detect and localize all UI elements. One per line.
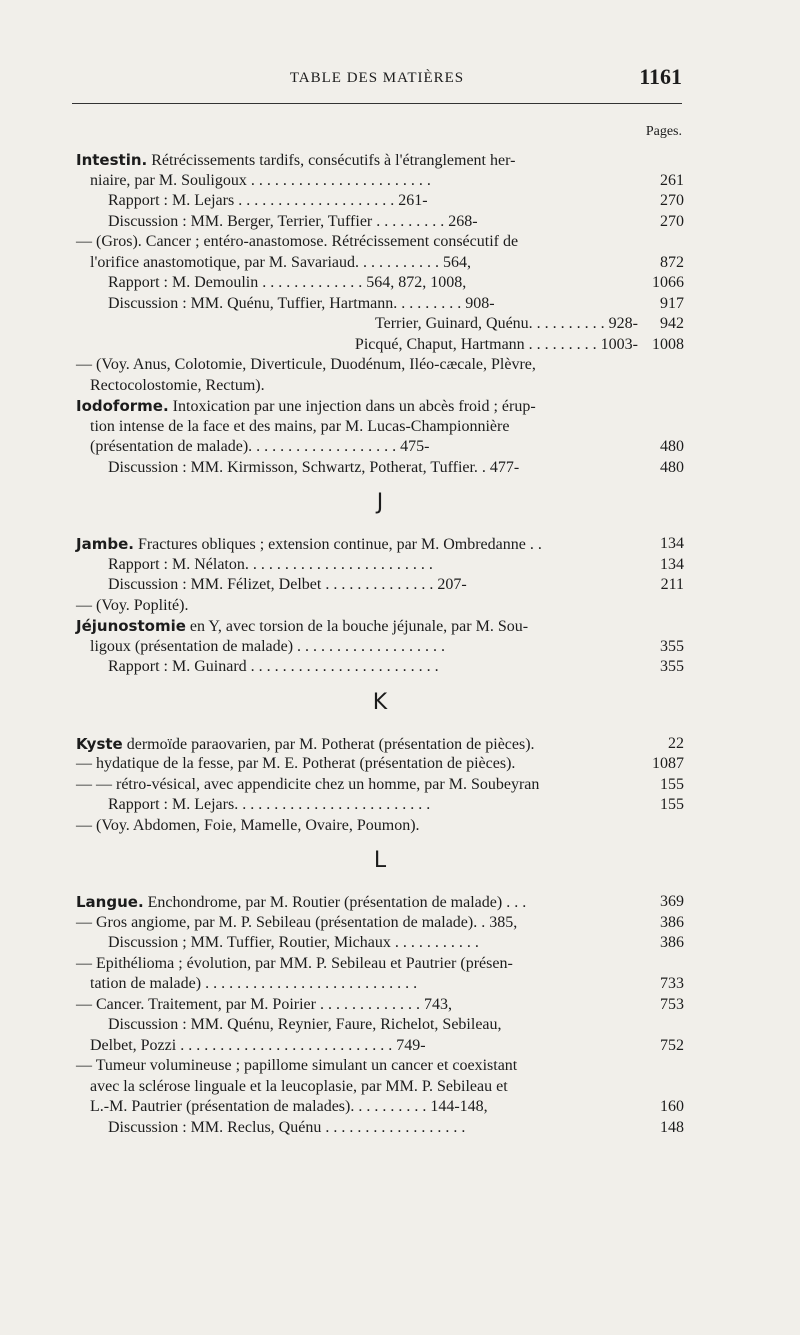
entry-headword: Jambe.: [76, 535, 134, 553]
index-entry: [76, 191, 684, 212]
index-entry: [76, 376, 684, 397]
section-letter-label: L: [373, 848, 387, 873]
entry-page-number: 261: [660, 171, 684, 189]
entry-text: [76, 616, 528, 638]
entry-body: en Y, avec torsion de la bouche jéjunale, par M. Sou-: [185, 618, 529, 635]
index-entry: [76, 1036, 684, 1057]
entry-body: — (Voy. Anus, Colotomie, Diverticule, Duodénum, Iléo-cæcale, Plèvre,: [76, 356, 536, 373]
index-entry: [76, 1056, 684, 1077]
index-entry: [76, 754, 684, 775]
entry-page-number: 155: [660, 775, 684, 793]
entry-headword: Langue.: [76, 893, 144, 911]
entry-text: [108, 1015, 502, 1036]
section-letter: [76, 836, 684, 892]
entry-headword: Intestin.: [76, 151, 148, 169]
entry-text: [108, 657, 439, 678]
entry-page-number: 1008: [652, 335, 684, 353]
index-entry: [76, 1077, 684, 1098]
entry-text: [76, 913, 517, 934]
index-entry: [76, 734, 684, 755]
index-entry: [76, 795, 684, 816]
entry-body: — Tumeur volumineuse ; papillome simulant un cancer et coexistant: [76, 1057, 518, 1074]
entry-text: [108, 294, 495, 315]
entry-text: [108, 212, 478, 233]
entry-text: [108, 933, 479, 954]
entry-text: [90, 417, 509, 438]
entry-text: [76, 734, 535, 756]
entry-text: [90, 637, 445, 658]
entry-body: ligoux (présentation de malade) . . . . . . . . . . . . . . . . . . .: [90, 637, 446, 655]
entry-body: Discussion : MM. Kirmisson, Schwartz, Potherat, Tuffier. . 477-: [108, 458, 520, 476]
entry-page-number: 211: [660, 576, 684, 593]
entry-page-number: 160: [660, 1098, 684, 1115]
entry-body: niaire, par M. Souligoux . . . . . . . . . . . . . . . . . . . . . . .: [90, 171, 431, 189]
index-entry: [76, 637, 684, 658]
entry-page-number: 752: [660, 1036, 684, 1054]
entry-body: Discussion : MM. Berger, Terrier, Tuffier . . . . . . . . . 268-: [108, 212, 478, 230]
entry-text: [90, 253, 471, 274]
entry-text: [355, 335, 638, 356]
entry-body: L.-M. Pautrier (présentation de malades). . . . . . . . . . 144-148,: [90, 1098, 488, 1115]
entry-body: Rapport : M. Demoulin . . . . . . . . . . . . . 564, 872, 1008,: [108, 274, 467, 291]
section-letter-label: J: [376, 490, 384, 515]
header-page-number: 1161: [639, 64, 682, 89]
entry-page-number: 270: [660, 212, 684, 230]
entry-page-number: 872: [660, 253, 684, 271]
entry-page-number: 355: [660, 658, 684, 675]
entry-body: Discussion : MM. Quénu, Tuffier, Hartmann. . . . . . . . . 908-: [108, 294, 495, 312]
entry-text: [108, 273, 466, 294]
entry-body: tation de malade) . . . . . . . . . . . . . . . . . . . . . . . . . . .: [90, 975, 418, 992]
entry-body: Rapport : M. Guinard . . . . . . . . . . . . . . . . . . . . . . . .: [108, 658, 439, 675]
entry-page-number: 480: [660, 438, 684, 455]
entry-body: (présentation de malade). . . . . . . . . . . . . . . . . . . 475-: [90, 438, 430, 455]
entry-text: [108, 795, 430, 816]
section-letter: [76, 678, 684, 734]
entry-body: Terrier, Guinard, Quénu. . . . . . . . . . 928-: [374, 315, 638, 332]
running-header: [72, 62, 682, 96]
header-title: TABLE DES MATIÈRES: [289, 70, 465, 86]
entry-body: Discussion : MM. Quénu, Reynier, Faure, Richelot, Sebileau,: [108, 1016, 502, 1033]
index-content: [76, 150, 684, 1138]
entry-text: [76, 534, 542, 556]
entry-text: [108, 1118, 465, 1139]
entry-body: — Epithélioma ; évolution, par MM. P. Sebileau et Pautrier (présen-: [76, 954, 513, 972]
entry-text: [375, 314, 638, 335]
entry-text: [76, 775, 539, 796]
entry-text: [76, 232, 518, 253]
entry-page-number: 1066: [652, 274, 684, 291]
entry-text: [90, 171, 431, 192]
index-entry: [76, 892, 684, 913]
entry-body: Rectocolostomie, Rectum).: [90, 376, 265, 394]
index-entry: [76, 1118, 684, 1139]
entry-text: [76, 995, 452, 1016]
entry-page-number: 22: [668, 734, 684, 752]
entry-text: [76, 596, 188, 617]
entry-body: Discussion ; MM. Tuffier, Routier, Michaux . . . . . . . . . . .: [108, 934, 479, 951]
entry-body: Intoxication par une injection dans un abcès froid ; érup-: [168, 398, 536, 415]
entry-body: tion intense de la face et des mains, par M. Lucas-Championnière: [90, 417, 510, 435]
entry-body: Rapport : M. Lejars . . . . . . . . . . . . . . . . . . . . 261-: [108, 192, 428, 209]
index-entry: [76, 995, 684, 1016]
entry-body: — — rétro-vésical, avec appendicite chez un homme, par M. Soubeyran: [76, 775, 540, 793]
entry-body: Fractures obliques ; extension continue, par M. Ombredanne . .: [133, 536, 542, 553]
index-entry: [76, 1015, 684, 1036]
entry-page-number: 917: [660, 294, 684, 312]
entry-headword: Iodoforme.: [76, 397, 169, 415]
index-entry: [76, 212, 684, 233]
entry-page-number: 386: [660, 913, 684, 931]
index-entry: [76, 933, 684, 954]
index-entry: [76, 335, 684, 356]
entry-text: [90, 1097, 488, 1118]
entry-text: [90, 437, 429, 458]
index-entry: [76, 294, 684, 315]
index-entry: [76, 657, 684, 678]
entry-body: Discussion : MM. Reclus, Quénu . . . . . . . . . . . . . . . . . .: [108, 1118, 466, 1136]
index-entry: [76, 913, 684, 934]
entry-page-number: 355: [660, 637, 684, 655]
entry-page-number: 733: [660, 975, 684, 992]
header-rule: [72, 103, 682, 104]
index-entry: [76, 150, 684, 171]
section-letter-label: K: [372, 689, 388, 715]
entry-text: [76, 954, 513, 975]
entry-text: [108, 191, 428, 212]
index-entry: [76, 314, 684, 335]
index-entry: [76, 816, 684, 837]
entry-page-number: 155: [660, 796, 684, 813]
index-entry: [76, 775, 684, 796]
entry-text: [108, 555, 433, 576]
entry-text: [76, 396, 536, 418]
entry-text: [76, 355, 536, 376]
entry-body: Rapport : M. Nélaton. . . . . . . . . . . . . . . . . . . . . . . .: [108, 555, 433, 573]
entry-page-number: 942: [660, 315, 684, 332]
index-entry: [76, 534, 684, 555]
entry-page-number: 134: [660, 555, 684, 573]
entry-text: [76, 150, 515, 172]
index-entry: [76, 575, 684, 596]
entry-body: — (Voy. Poplité).: [76, 596, 189, 614]
entry-body: — (Gros). Cancer ; entéro-anastomose. Rétrécissement consécutif de: [76, 233, 519, 250]
entry-page-number: 1087: [652, 755, 684, 772]
entry-text: [76, 754, 515, 775]
entry-text: [76, 892, 526, 914]
entry-headword: Kyste: [76, 734, 123, 753]
entry-body: Rapport : M. Lejars. . . . . . . . . . . . . . . . . . . . . . . . .: [108, 796, 431, 813]
index-entry: [76, 616, 684, 637]
index-entry: [76, 555, 684, 576]
entry-text: [90, 974, 417, 995]
index-entry: [76, 1097, 684, 1118]
entry-body: dermoïde paraovarien, par M. Potherat (présentation de pièces).: [122, 735, 535, 753]
entry-body: Discussion : MM. Félizet, Delbet . . . . . . . . . . . . . . 207-: [108, 576, 467, 593]
entry-page-number: 480: [660, 458, 684, 476]
entry-page-number: 270: [660, 192, 684, 209]
entry-page-number: 369: [660, 893, 684, 910]
entry-text: [90, 1036, 426, 1057]
entry-text: [90, 376, 265, 397]
entry-text: [90, 1077, 508, 1098]
index-entry: [76, 458, 684, 479]
entry-headword: Jéjunostomie: [76, 617, 186, 635]
index-entry: [76, 974, 684, 995]
entry-page-number: 753: [660, 995, 684, 1013]
index-entry: [76, 273, 684, 294]
entry-body: l'orifice anastomotique, par M. Savariaud. . . . . . . . . . . 564,: [90, 253, 472, 271]
index-entry: [76, 253, 684, 274]
index-entry: [76, 171, 684, 192]
index-entry: [76, 396, 684, 417]
index-entry: [76, 954, 684, 975]
entry-text: [76, 816, 420, 837]
entry-text: [76, 1056, 517, 1077]
entry-body: Picqué, Chaput, Hartmann . . . . . . . . . 1003-: [354, 335, 638, 353]
index-entry: [76, 417, 684, 438]
entry-body: — Gros angiome, par M. P. Sebileau (présentation de malade). . 385,: [76, 913, 518, 931]
entry-body: Delbet, Pozzi . . . . . . . . . . . . . . . . . . . . . . . . . . . 749-: [90, 1036, 426, 1054]
pages-column-label: Pages.: [645, 124, 682, 139]
index-entry: [76, 232, 684, 253]
index-entry: [76, 355, 684, 376]
entry-text: [108, 458, 519, 479]
section-letter: [76, 478, 684, 534]
entry-page-number: 148: [660, 1118, 684, 1136]
index-entry: [76, 596, 684, 617]
entry-body: Rétrécissements tardifs, consécutifs à l'étranglement her-: [147, 152, 516, 169]
entry-body: — (Voy. Abdomen, Foie, Mamelle, Ovaire, Poumon).: [76, 816, 420, 834]
index-entry: [76, 437, 684, 458]
entry-body: — hydatique de la fesse, par M. E. Potherat (présentation de pièces).: [76, 755, 516, 772]
entry-page-number: 386: [660, 934, 684, 951]
entry-body: Enchondrome, par M. Routier (présentation de malade) . . .: [143, 894, 527, 911]
entry-body: — Cancer. Traitement, par M. Poirier . . . . . . . . . . . . . 743,: [76, 995, 452, 1013]
entry-body: avec la sclérose linguale et la leucoplasie, par MM. P. Sebileau et: [90, 1077, 508, 1095]
entry-text: [108, 575, 467, 596]
entry-page-number: 134: [660, 535, 684, 552]
